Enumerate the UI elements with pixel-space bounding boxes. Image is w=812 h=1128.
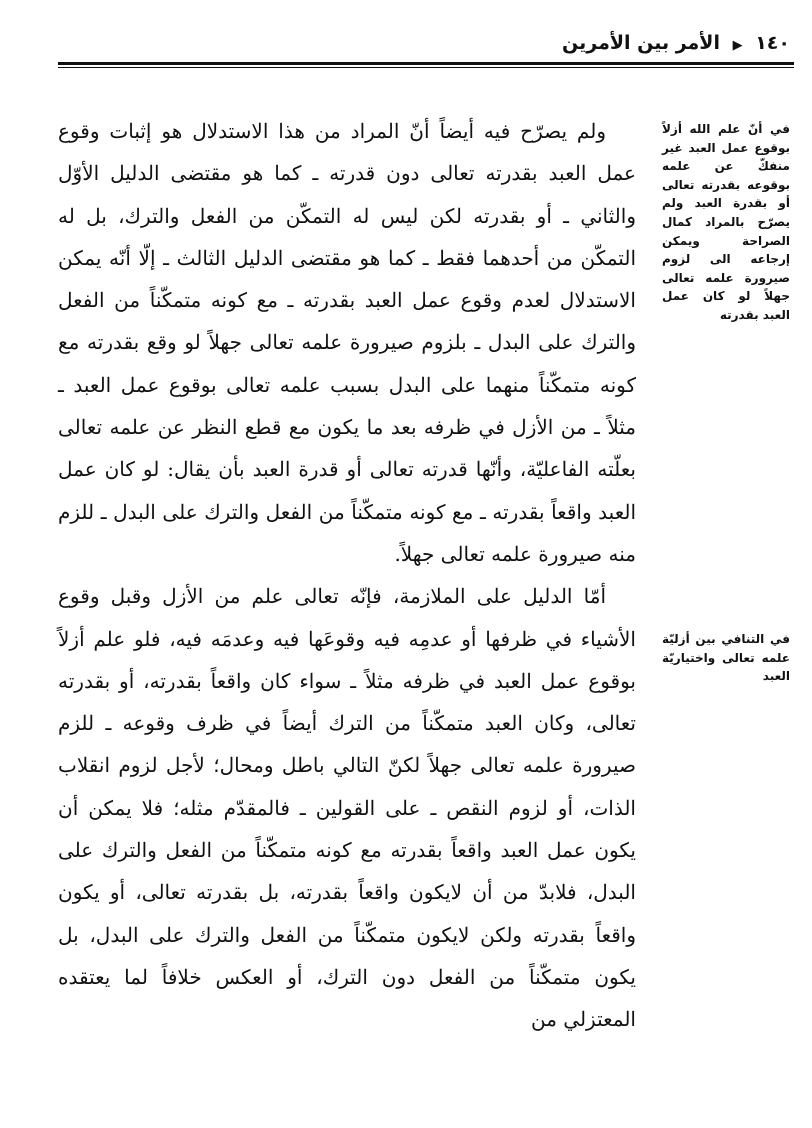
header-title-line — [562, 32, 790, 54]
running-header — [58, 28, 794, 66]
paragraph-1: ولم يصرّح فيه أيضاً أنّ المراد من هذا الاستدلال هو إثبات وقوع عمل العبد بقدرته تعالى دون قدرته ـ كما هو مقتضى الدليل الأوّل والثاني ـ أو بقدرته لكن ليس له التمكّن من الفعل والترك، بل له التمكّن من أحدهما فقط ـ كما هو مقتضى الدليل الثالث ـ إلّا أنّه يمكن الاستدلال لعدم وقوع عمل العبد بقدرته ـ مع كونه متمكّناً من الفعل والترك على البدل ـ بلزوم صيرورة علمه تعالى جهلاً لو وقع بقدرته مع كونه متمكّناً منهما على البدل بسبب علمه تعالى بوقوع عمل العبد ـ مثلاً ـ من الأزل في ظرفه بعد ما يكون مع قطع النظر عن علمه تعالى بعلّته الفاعليّة، وأنّها قدرته تعالى أو قدرة العبد بأن يقال: لو كان عمل العبد واقعاً بقدرته ـ مع كونه متمكّناً من الفعل والترك على البدل ـ للزم منه صيرورة علمه تعالى جهلاً. — [58, 119, 636, 566]
arrow-right-icon: ▶ — [732, 38, 743, 53]
main-text — [58, 110, 636, 1041]
margin-note-1: في أنّ علم الله أزلاً بوقوع عمل العبد غير منفكّ عن علمه بوقوعه بقدرته تعالى أو بقدرة العبد ولم يصرّح بالمراد كمال الصراحة ويمكن إرجاعه الى لزوم صيرورة علمه تعالى جهلاً لو كان عمل العبد بقدرته — [662, 122, 790, 322]
header-rule — [58, 62, 794, 68]
chapter-title: الأمر بين الأمرين — [562, 32, 720, 54]
page-number: ١٤٠ — [755, 32, 790, 54]
margin-note-2: في التنافي بين أزليّة علمه تعالى واختياريّة العبد — [662, 632, 790, 684]
paragraph-2: أمّا الدليل على الملازمة، فإنّه تعالى علم من الأزل وقبل وقوع الأشياء في ظرفها أو عدمِه فيه وقوعَها فيه وعدمَه فيه، فلو علم أزلاً بوقوع عمل العبد في ظرفه مثلاً ـ سواء كان واقعاً بقدرته، أو بقدرته تعالى، وكان العبد متمكّناً من الترك أيضاً في ظرف وقوعه ـ للزم صيرورة علمه تعالى جهلاً لكنّ التالي باطل ومحال؛ لأجل لزوم انقلاب الذات، أو لزوم النقص ـ على القولين ـ فالمقدّم مثله؛ فلا يمكن أن يكون عمل العبد واقعاً بقدرته مع كونه متمكّناً من الفعل والترك على البدل، فلابدّ من أن لايكون واقعاً بقدرته، بل بقدرته تعالى، أو يكون واقعاً بقدرته ولكن لايكون متمكّناً من الفعل والترك على البدل، بل يكون متمكّناً من الفعل دون الترك، أو العكس خلافاً لما يعتقده المعتزلي من — [58, 584, 636, 1032]
